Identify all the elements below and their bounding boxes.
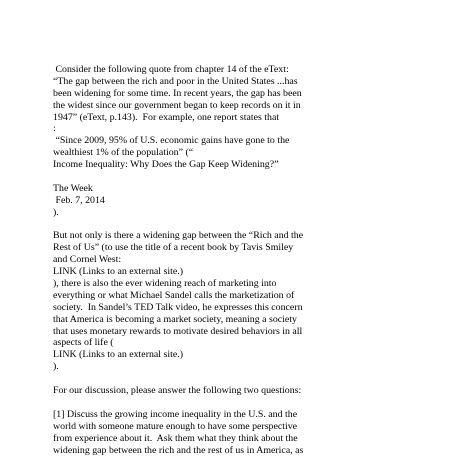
text-line: ). — [53, 207, 453, 219]
link-text[interactable]: LINK (Links to an external site.) — [53, 266, 453, 278]
link-text[interactable]: LINK (Links to an external site.) — [53, 349, 453, 361]
text-line: the widest since our government began to keep records on it in — [53, 100, 453, 112]
text-line: and Cornel West: — [53, 254, 453, 266]
text-line: ), there is also the ever widening reach of marketing into — [53, 278, 453, 290]
text-line: “Since 2009, 95% of U.S. economic gains have gone to the — [53, 135, 453, 147]
text-line: : — [53, 123, 453, 135]
text-line: Consider the following quote from chapter 14 of the eText: — [53, 64, 453, 76]
text-line: wealthiest 1% of the population” (“ — [53, 147, 453, 159]
text-line: from experience about it. Ask them what they think about the — [53, 433, 453, 445]
text-line: Income Inequality: Why Does the Gap Keep Widening?” — [53, 159, 453, 171]
text-line: everything or what Michael Sandel calls the marketization of — [53, 290, 453, 302]
document-body — [53, 64, 453, 456]
text-line: that America is becoming a market society, meaning a society — [53, 314, 453, 326]
text-line: ). — [53, 361, 453, 373]
blank-line — [53, 219, 453, 231]
blank-line — [53, 171, 453, 183]
text-line: For our discussion, please answer the following two questions: — [53, 385, 453, 397]
text-line: society. In Sandel’s TED Talk video, he expresses this concern — [53, 302, 453, 314]
text-line: widening gap between the rich and the rest of us in America, as — [53, 445, 453, 456]
text-line: But not only is there a widening gap between the “Rich and the — [53, 230, 453, 242]
blank-line — [53, 373, 453, 385]
text-line: that uses monetary rewards to motivate desired behaviors in all — [53, 326, 453, 338]
text-line: aspects of life ( — [53, 337, 453, 349]
text-line: been widening for some time. In recent years, the gap has been — [53, 88, 453, 100]
text-line: 1947” (eText, p.143). For example, one report states that — [53, 112, 453, 124]
text-line: world with someone mature enough to have some perspective — [53, 421, 453, 433]
text-line: [1] Discuss the growing income inequality in the U.S. and the — [53, 409, 453, 421]
text-line: Rest of Us” (to use the title of a recent book by Tavis Smiley — [53, 242, 453, 254]
text-line: Feb. 7, 2014 — [53, 195, 453, 207]
text-line: The Week — [53, 183, 453, 195]
blank-line — [53, 397, 453, 409]
text-line: “The gap between the rich and poor in the United States ...has — [53, 76, 453, 88]
